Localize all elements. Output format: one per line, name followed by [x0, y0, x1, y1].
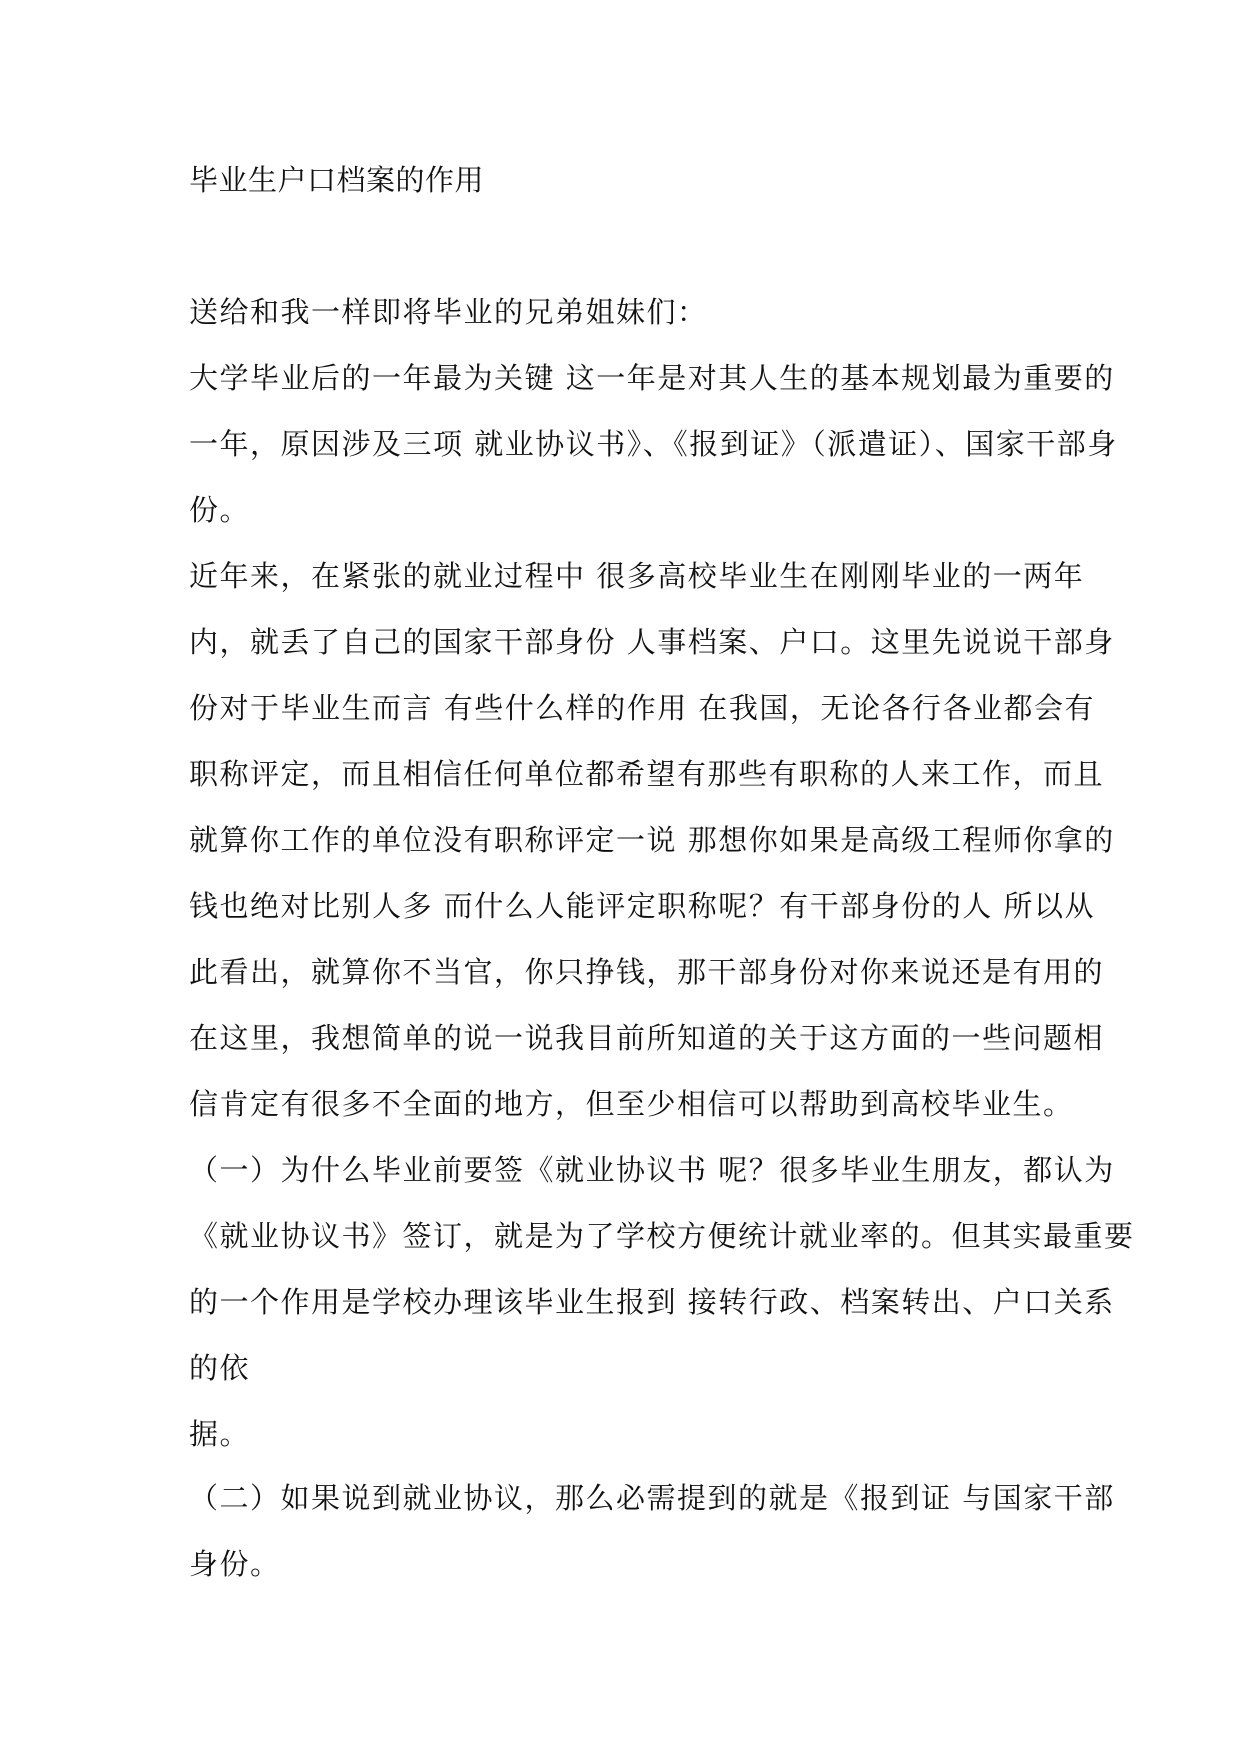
text-line: 内，就丢了自己的国家干部身份 人事档案、户口。这里先说说干部身	[189, 625, 1115, 659]
text-line: 《就业协议书》签订，就是为了学校方便统计就业率的。但其实最重要	[189, 1219, 1135, 1253]
text-line: 职称评定，而且相信任何单位都希望有那些有职称的人来工作，而且	[189, 757, 1105, 791]
text-line: 钱也绝对比别人多 而什么人能评定职称呢？有干部身份的人 所以从	[189, 889, 1095, 923]
text-line: 在这里，我想简单的说一说我目前所知道的关于这方面的一些问题相	[189, 1021, 1105, 1055]
text-line: 就算你工作的单位没有职称评定一说 那想你如果是高级工程师你拿的	[189, 823, 1115, 857]
text-line: 据。	[189, 1417, 251, 1451]
document-title: 毕业生户口档案的作用	[189, 163, 485, 197]
text-line: 份。	[189, 493, 251, 527]
text-line: 的一个作用是学校办理该毕业生报到 接转行政、档案转出、户口关系	[189, 1285, 1115, 1319]
text-line: 近年来，在紧张的就业过程中 很多高校毕业生在刚刚毕业的一两年	[189, 559, 1085, 593]
text-line-section-2: （二）如果说到就业协议，那么必需提到的就是《报到证 与国家干部	[189, 1481, 1115, 1515]
text-line-greeting: 送给和我一样即将毕业的兄弟姐妹们：	[189, 295, 708, 329]
text-line: 一年，原因涉及三项 就业协议书》、《报到证》（派遣证）、国家干部身	[189, 427, 1118, 461]
text-line: 大学毕业后的一年最为关键 这一年是对其人生的基本规划最为重要的	[189, 361, 1115, 395]
text-line: 此看出，就算你不当官，你只挣钱，那干部身份对你来说还是有用的	[189, 955, 1105, 989]
text-line: 的依	[189, 1351, 251, 1385]
text-line: 份对于毕业生而言 有些什么样的作用 在我国，无论各行各业都会有	[189, 691, 1095, 725]
text-line-section-1: （一）为什么毕业前要签《就业协议书 呢？很多毕业生朋友，都认为	[189, 1153, 1115, 1187]
text-line: 信肯定有很多不全面的地方，但至少相信可以帮助到高校毕业生。	[189, 1087, 1074, 1121]
text-line: 身份。	[189, 1547, 281, 1581]
